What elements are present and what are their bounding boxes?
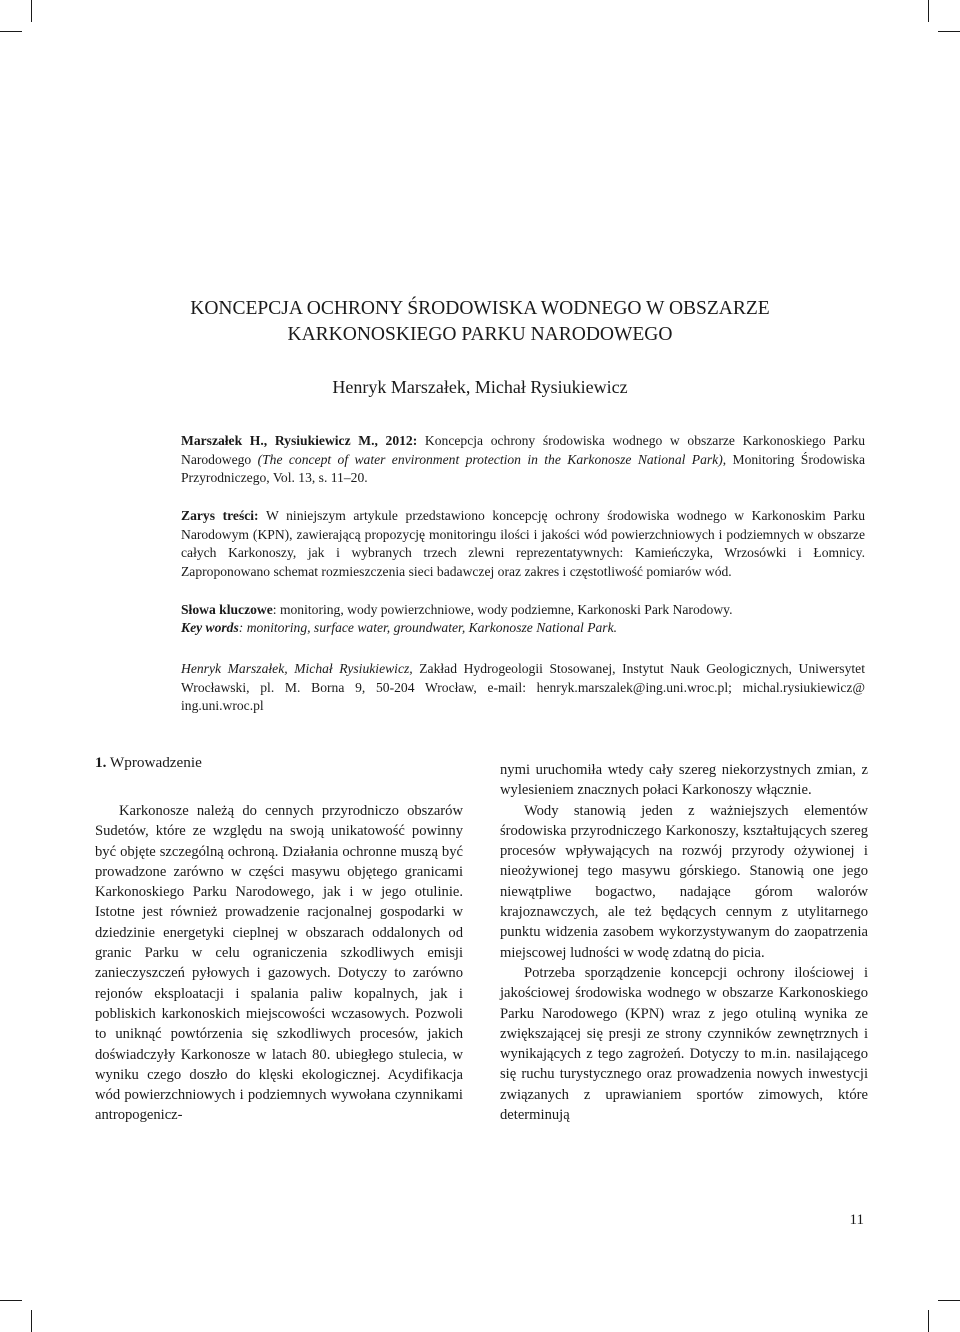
crop-mark: [938, 31, 960, 32]
keywords-polish-text: : monitoring, wody powierzchniowe, wody podziemne, Karkonoski Park Narodowy.: [272, 602, 733, 617]
article-title-line-2: KARKONOSKIEGO PARKU NARODOWEGO: [287, 324, 673, 345]
body-paragraph: Wody stanowią jeden z ważniejszych elementów środowiska przyrodniczego Karkonoszy, kształtujących szereg procesów wpływających na rozwój przyrody ożywionej i nieożywionej tego masywu górskiego. Stanowią one jego niewątpliwe bogactwo, nadające górom walorów krajoznawczych, ale też będących cennym z utylitarnego punktu widzenia zasobem wykorzystywanym do zaopatrzenia miejscowej ludności w wodę zdatną do picia.: [500, 802, 868, 961]
keywords-english-text: : monitoring, surface water, groundwater, Karkonosze National Park.: [238, 620, 618, 635]
body-paragraph: Karkonosze należą do cennych przyrodniczo obszarów Sudetów, które ze względu na swoją unikatowość powinny być objęte szczególną ochroną. Działania ochronne muszą być prowadzone zarówno w części masywu objętego granicami Karkonoskiego Parku Narodowego, jak i w jego otulinie. Istotne jest również prowadzenie racjonalnej gospodarki w dziedzinie energetyki cieplnej w obszarach oddalonych od granic Parku w celu ograniczenia szkodliwych emisji zanieczyszczeń pyłowych i gazowych. Dotyczy to zarówno rejonów eksploatacji i spalania paliw kopalnych, jak i pobliskich karkonoskich miejscowości wczasowych. Pozwoli to uniknąć powtórzenia się szkodliwych procesów, jakich doświadczyły Karkonosze w latach 80. ubiegłego stulecia, w wyniku czego doszło do klęski ekologicznej. Acydifikacja wód powierzchniowych i podziemnych wywołana czynnikami antropogenicz-: [95, 803, 463, 1124]
body-paragraph-continuation: nymi uruchomiła wtedy cały szereg niekorzystnych zmian, z wylesieniem znacznych połaci Karkonoszy włącznie.: [500, 762, 868, 799]
keywords-polish: [181, 601, 865, 620]
keywords-english: [181, 619, 865, 638]
body-column-right: [500, 760, 868, 1125]
section-title: Wprowadzenie: [106, 754, 202, 771]
citation-en-title: (The concept of water environment protection in the Karkonosze National Park): [257, 451, 723, 467]
crop-mark: [31, 0, 32, 22]
abstract-text: W niniejszym artykule przedstawiono koncepcję ochrony środowiska wodnego w Karkonoskim Parku Narodowym (KPN), zawierającą propozycję monitoringu ilości i jakości wód powierzchniowych i podziemnych w obszarze całych Karkonoszy, jak i wybranych trzech zlewni reprezentatywnych: Kamieńczyka, Wrzosówki i Łomnicy. Zaproponowano schemat rozmieszczenia sieci badawczej oraz zakres i częstotliwość pomiarów wód.: [181, 508, 866, 579]
abstract-label: Zarys treści:: [181, 508, 259, 523]
body-paragraph: Potrzeba sporządzenie koncepcji ochrony ilościowej i jakościowej środowiska wodnego w obszarze Karkonoskiego Parku Narodowego (KPN) wraz z jego otuliną wynika ze zwiększającej się presji ze strony czynników zewnętrznych i wynikających z tego zagrożeń. Dotyczy to m.in. nasilającego się ruchu turystycznego oraz prowadzenia nowych inwestycji związanych z uprawianiem sportów zimowych, które determinują: [500, 964, 868, 1124]
crop-mark: [928, 0, 929, 22]
crop-mark: [928, 1310, 929, 1332]
crop-mark: [0, 1300, 22, 1301]
affiliation-text: Zakład Hydrogeologii Stosowanej, Instytut Nauk Geologicznych, Uniwersytet Wrocławski, pl. M. Borna 9, 50-204 Wrocław, e-mail: henryk.marszalek@ing.uni.wroc.pl; michal.rysiukiewicz@ ing.uni.wroc.pl: [181, 661, 865, 714]
crop-mark: [938, 1300, 960, 1301]
keywords-polish-label: Słowa kluczowe: [181, 602, 273, 617]
article-title: [100, 296, 860, 348]
affiliation: [181, 660, 865, 716]
section-number: 1.: [95, 754, 107, 771]
crop-mark: [31, 1310, 32, 1332]
crop-mark: [0, 31, 22, 32]
page-number: 11: [849, 1212, 864, 1228]
citation-year: , 2012:: [374, 433, 425, 448]
body-column-left: [95, 801, 463, 1126]
citation-authors: Marszałek H., Rysiukiewicz M.: [181, 433, 375, 448]
article-title-line-1: KONCEPCJA OCHRONY ŚRODOWISKA WODNEGO W OBSZARZE: [190, 298, 770, 319]
affiliation-names: Henryk Marszałek, Michał Rysiukiewicz,: [181, 661, 413, 676]
article-authors: Henryk Marszałek, Michał Rysiukiewicz: [332, 377, 628, 397]
citation-pl-title: Koncepcja ochrony środowiska wodnego w obszarze Karkonoskiego Parku Narodowego: [181, 433, 866, 467]
abstract: [181, 507, 865, 581]
citation-journal: , Monitoring Środowiska Przyrodniczego, Vol. 13, s. 11–20.: [181, 451, 865, 486]
citation: [181, 432, 865, 488]
section-heading: [95, 754, 202, 772]
keywords-english-label: Key words: [181, 620, 239, 635]
